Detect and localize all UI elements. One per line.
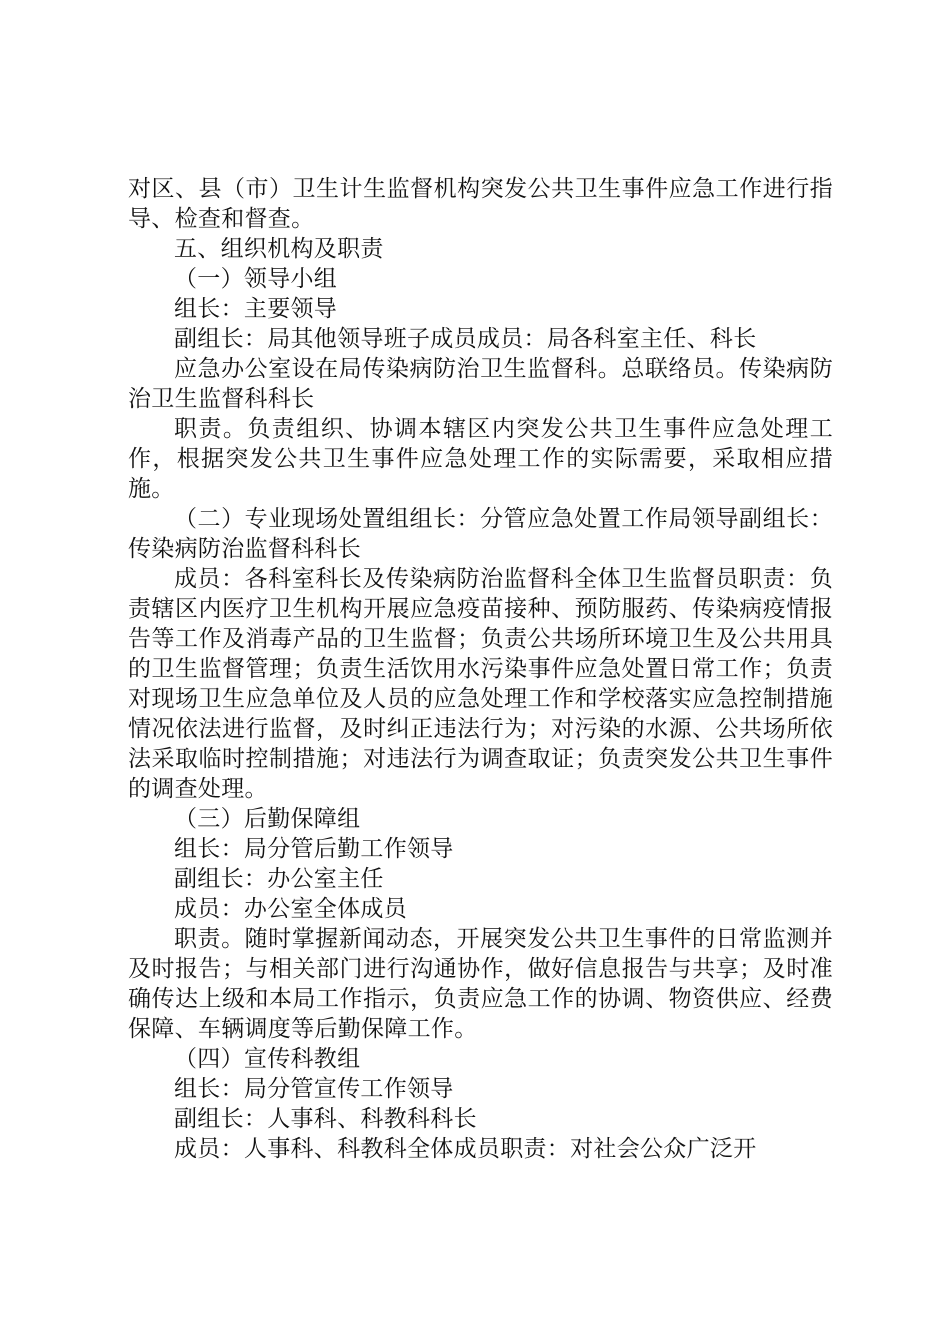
paragraph-publicity-deputy: 副组长：人事科、科教科科长 [174,1106,477,1132]
paragraph-emergency-office: 应急办公室设在局传染病防治卫生监督科。总联络员。传染病防治卫生监督科科长 [128,356,833,412]
subsection-heading-field-team: （二）专业现场处置组组长：分管应急处置工作局领导副组长：传染病防治监督科科长 [128,506,833,562]
subsection-heading-leadership: （一）领导小组 [174,266,338,292]
paragraph-logistics-leader: 组长：局分管后勤工作领导 [174,836,454,862]
paragraph-publicity-leader: 组长：局分管宣传工作领导 [174,1076,454,1102]
paragraph-publicity-members: 成员：人事科、科教科全体成员职责：对社会公众广泛开 [174,1136,757,1162]
subsection-heading-publicity: （四）宣传科教组 [174,1046,361,1072]
paragraph-intro: 对区、县（市）卫生计生监督机构突发公共卫生事件应急工作进行指导、检查和督查。 [128,176,833,232]
paragraph-logistics-deputy: 副组长：办公室主任 [174,866,384,892]
subsection-heading-logistics: （三）后勤保障组 [174,806,361,832]
document-body [128,174,833,1164]
paragraph-leader: 组长：主要领导 [174,296,338,322]
paragraph-logistics-duties: 职责。随时掌握新闻动态，开展突发公共卫生事件的日常监测并及时报告；与相关部门进行沟通协作，做好信息报告与共享；及时准确传达上级和本局工作指示，负责应急工作的协调、物资供应、经费保障、车辆调度等后勤保障工作。 [128,926,833,1042]
paragraph-leadership-duties: 职责。负责组织、协调本辖区内突发公共卫生事件应急处理工作，根据突发公共卫生事件应急处理工作的实际需要，采取相应措施。 [128,416,833,502]
paragraph-field-team-members: 成员：各科室科长及传染病防治监督科全体卫生监督员职责：负责辖区内医疗卫生机构开展应急疫苗接种、预防服药、传染病疫情报告等工作及消毒产品的卫生监督；负责公共场所环境卫生及公共用具的卫生监督管理；负责生活饮用水污染事件应急处置日常工作；负责对现场卫生应急单位及人员的应急处理工作和学校落实应急控制措施情况依法进行监督，及时纠正违法行为；对污染的水源、公共场所依法采取临时控制措施；对违法行为调查取证；负责突发公共卫生事件的调查处理。 [128,566,833,802]
paragraph-deputy-leader: 副组长：局其他领导班子成员成员：局各科室主任、科长 [174,326,757,352]
paragraph-logistics-members: 成员：办公室全体成员 [174,896,407,922]
section-heading-five: 五、组织机构及职责 [174,236,384,262]
